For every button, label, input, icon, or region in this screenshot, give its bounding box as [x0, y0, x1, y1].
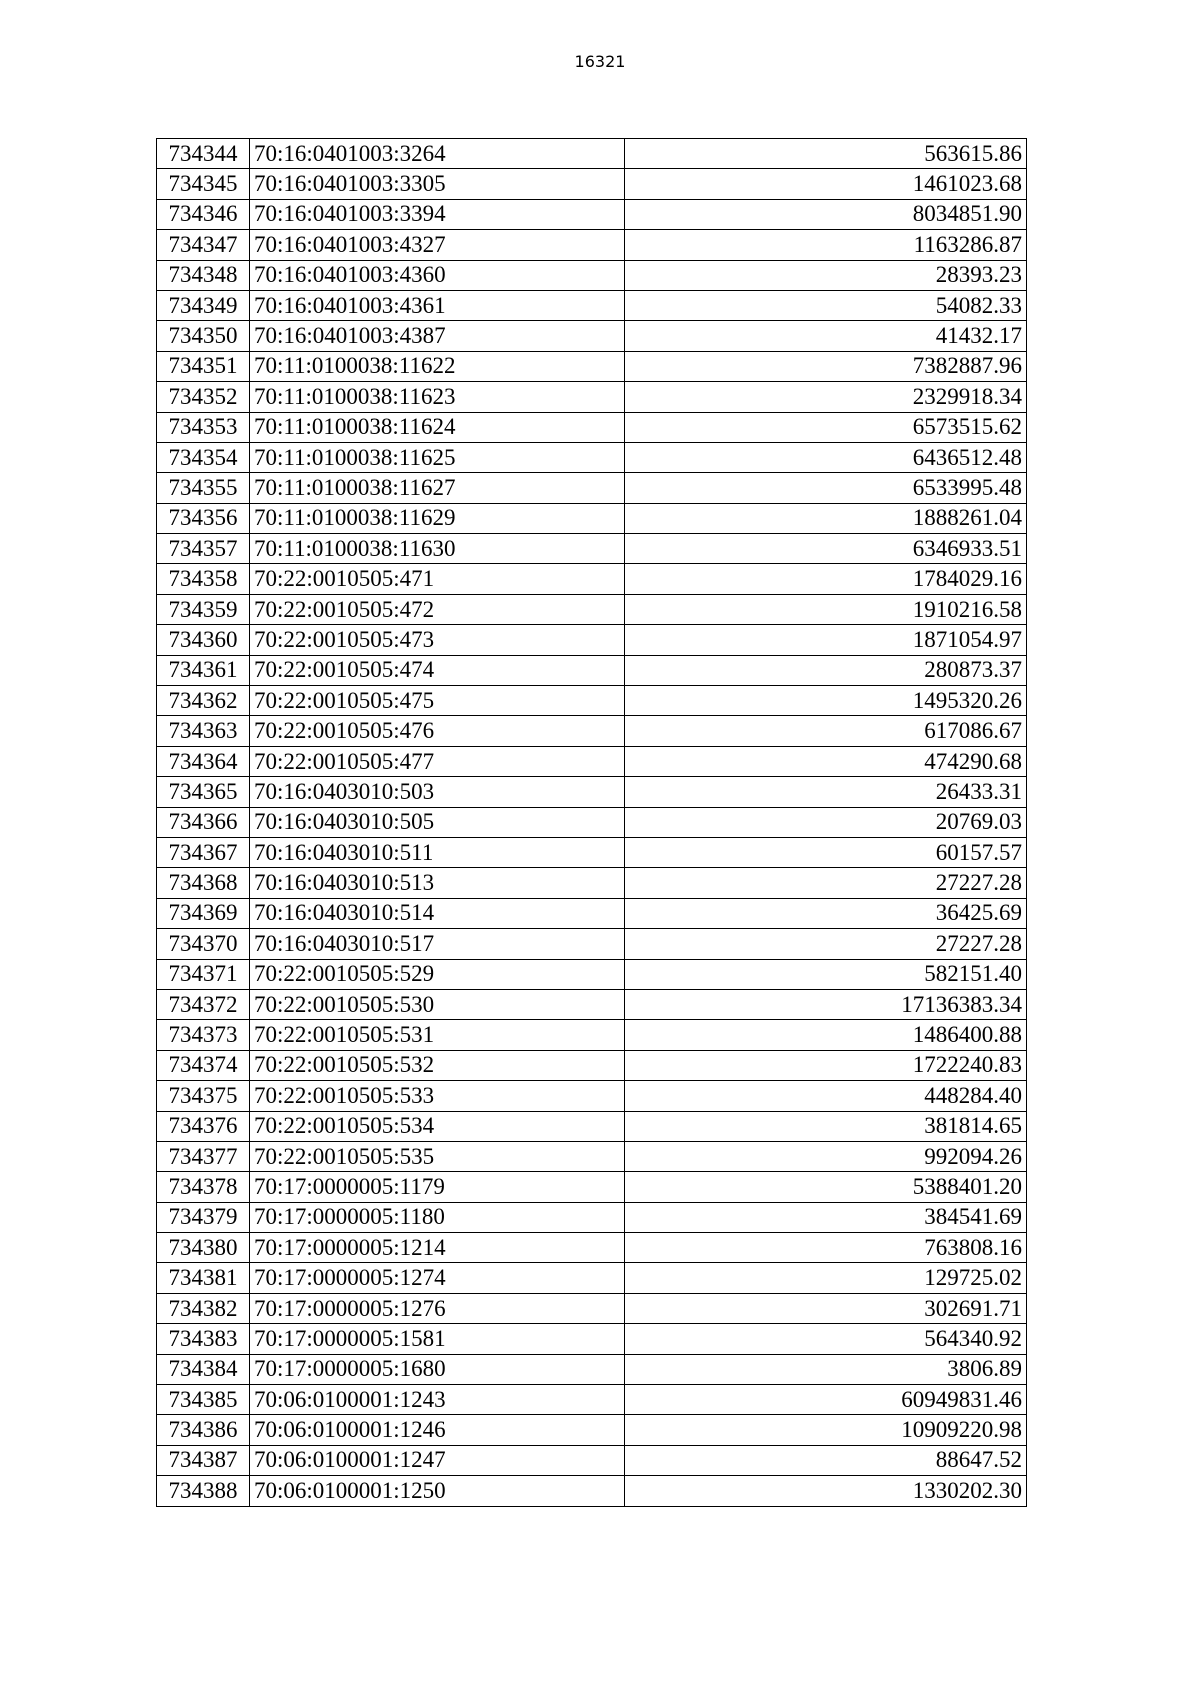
table-row [157, 1354, 1027, 1384]
row-number-cell: 734385 [157, 1385, 250, 1415]
cadastral-number-cell: 70:16:0401003:4361 [250, 290, 625, 320]
table-row [157, 1050, 1027, 1080]
cadastral-value-cell: 1461023.68 [625, 169, 1027, 199]
table-row [157, 1172, 1027, 1202]
row-number-cell: 734360 [157, 625, 250, 655]
cadastral-number-cell: 70:22:0010505:472 [250, 594, 625, 624]
cadastral-number-cell: 70:22:0010505:474 [250, 655, 625, 685]
cadastral-number-cell: 70:16:0403010:514 [250, 898, 625, 928]
cadastral-number-cell: 70:11:0100038:11624 [250, 412, 625, 442]
cadastral-number-cell: 70:22:0010505:533 [250, 1081, 625, 1111]
cadastral-value-cell: 6436512.48 [625, 442, 1027, 472]
table-row [157, 1415, 1027, 1445]
cadastral-value-cell: 381814.65 [625, 1111, 1027, 1141]
table-row [157, 382, 1027, 412]
cadastral-value-cell: 20769.03 [625, 807, 1027, 837]
table-row [157, 746, 1027, 776]
cadastral-value-cell: 28393.23 [625, 260, 1027, 290]
cadastral-number-cell: 70:22:0010505:475 [250, 686, 625, 716]
table-row [157, 716, 1027, 746]
table-row [157, 199, 1027, 229]
cadastral-value-cell: 129725.02 [625, 1263, 1027, 1293]
row-number-cell: 734359 [157, 594, 250, 624]
cadastral-value-cell: 3806.89 [625, 1354, 1027, 1384]
row-number-cell: 734383 [157, 1324, 250, 1354]
table-row [157, 412, 1027, 442]
table-row [157, 1081, 1027, 1111]
table-row [157, 898, 1027, 928]
table-row [157, 625, 1027, 655]
row-number-cell: 734378 [157, 1172, 250, 1202]
table-row [157, 777, 1027, 807]
cadastral-value-cell: 617086.67 [625, 716, 1027, 746]
table-row [157, 260, 1027, 290]
cadastral-value-cell: 36425.69 [625, 898, 1027, 928]
table-row [157, 1476, 1027, 1506]
cadastral-value-cell: 1784029.16 [625, 564, 1027, 594]
table-row [157, 929, 1027, 959]
row-number-cell: 734358 [157, 564, 250, 594]
row-number-cell: 734345 [157, 169, 250, 199]
cadastral-number-cell: 70:22:0010505:476 [250, 716, 625, 746]
table-row [157, 1445, 1027, 1475]
row-number-cell: 734372 [157, 989, 250, 1019]
table-body [157, 139, 1027, 1507]
row-number-cell: 734382 [157, 1293, 250, 1323]
cadastral-value-cell: 26433.31 [625, 777, 1027, 807]
table-row [157, 473, 1027, 503]
cadastral-number-cell: 70:17:0000005:1581 [250, 1324, 625, 1354]
table-row [157, 290, 1027, 320]
page-number: 16321 [574, 52, 626, 71]
cadastral-value-cell: 384541.69 [625, 1202, 1027, 1232]
cadastral-number-cell: 70:17:0000005:1179 [250, 1172, 625, 1202]
row-number-cell: 734381 [157, 1263, 250, 1293]
cadastral-value-cell: 563615.86 [625, 139, 1027, 169]
cadastral-number-cell: 70:22:0010505:535 [250, 1141, 625, 1171]
cadastral-value-cell: 2329918.34 [625, 382, 1027, 412]
cadastral-value-cell: 60949831.46 [625, 1385, 1027, 1415]
cadastral-number-cell: 70:22:0010505:532 [250, 1050, 625, 1080]
cadastral-value-cell: 41432.17 [625, 321, 1027, 351]
cadastral-value-cell: 1722240.83 [625, 1050, 1027, 1080]
row-number-cell: 734377 [157, 1141, 250, 1171]
row-number-cell: 734367 [157, 837, 250, 867]
cadastral-value-cell: 8034851.90 [625, 199, 1027, 229]
table-row [157, 1324, 1027, 1354]
row-number-cell: 734376 [157, 1111, 250, 1141]
cadastral-value-cell: 27227.28 [625, 929, 1027, 959]
table-row [157, 1141, 1027, 1171]
table-row [157, 1385, 1027, 1415]
row-number-cell: 734380 [157, 1233, 250, 1263]
table-row [157, 1233, 1027, 1263]
row-number-cell: 734364 [157, 746, 250, 776]
cadastral-value-cell: 582151.40 [625, 959, 1027, 989]
row-number-cell: 734373 [157, 1020, 250, 1050]
cadastral-number-cell: 70:16:0403010:511 [250, 837, 625, 867]
cadastral-value-cell: 7382887.96 [625, 351, 1027, 381]
table-row [157, 442, 1027, 472]
cadastral-number-cell: 70:22:0010505:473 [250, 625, 625, 655]
cadastral-value-cell: 302691.71 [625, 1293, 1027, 1323]
row-number-cell: 734387 [157, 1445, 250, 1475]
cadastral-value-cell: 564340.92 [625, 1324, 1027, 1354]
cadastral-number-cell: 70:11:0100038:11625 [250, 442, 625, 472]
cadastral-value-cell: 5388401.20 [625, 1172, 1027, 1202]
table-row [157, 959, 1027, 989]
table-row [157, 1263, 1027, 1293]
cadastral-number-cell: 70:16:0403010:505 [250, 807, 625, 837]
row-number-cell: 734353 [157, 412, 250, 442]
cadastral-value-cell: 6533995.48 [625, 473, 1027, 503]
cadastral-number-cell: 70:11:0100038:11622 [250, 351, 625, 381]
cadastral-value-cell: 27227.28 [625, 868, 1027, 898]
cadastral-number-cell: 70:11:0100038:11630 [250, 534, 625, 564]
table-row [157, 1202, 1027, 1232]
row-number-cell: 734366 [157, 807, 250, 837]
row-number-cell: 734379 [157, 1202, 250, 1232]
row-number-cell: 734362 [157, 686, 250, 716]
cadastral-number-cell: 70:16:0401003:4387 [250, 321, 625, 351]
row-number-cell: 734361 [157, 655, 250, 685]
cadastral-number-cell: 70:17:0000005:1680 [250, 1354, 625, 1384]
row-number-cell: 734354 [157, 442, 250, 472]
row-number-cell: 734347 [157, 230, 250, 260]
row-number-cell: 734386 [157, 1415, 250, 1445]
table-row [157, 564, 1027, 594]
table-row [157, 868, 1027, 898]
cadastral-number-cell: 70:16:0401003:4327 [250, 230, 625, 260]
cadastral-number-cell: 70:11:0100038:11623 [250, 382, 625, 412]
cadastral-number-cell: 70:16:0403010:517 [250, 929, 625, 959]
cadastral-value-cell: 763808.16 [625, 1233, 1027, 1263]
table-row [157, 989, 1027, 1019]
cadastral-value-cell: 10909220.98 [625, 1415, 1027, 1445]
cadastral-number-cell: 70:06:0100001:1250 [250, 1476, 625, 1506]
cadastral-number-cell: 70:06:0100001:1246 [250, 1415, 625, 1445]
cadastral-number-cell: 70:16:0401003:3264 [250, 139, 625, 169]
row-number-cell: 734355 [157, 473, 250, 503]
cadastral-number-cell: 70:16:0401003:4360 [250, 260, 625, 290]
cadastral-number-cell: 70:22:0010505:530 [250, 989, 625, 1019]
row-number-cell: 734368 [157, 868, 250, 898]
table-row [157, 321, 1027, 351]
row-number-cell: 734370 [157, 929, 250, 959]
row-number-cell: 734352 [157, 382, 250, 412]
cadastral-number-cell: 70:11:0100038:11627 [250, 473, 625, 503]
table-row [157, 351, 1027, 381]
row-number-cell: 734371 [157, 959, 250, 989]
row-number-cell: 734384 [157, 1354, 250, 1384]
cadastral-value-cell: 474290.68 [625, 746, 1027, 776]
row-number-cell: 734351 [157, 351, 250, 381]
row-number-cell: 734348 [157, 260, 250, 290]
cadastral-value-cell: 992094.26 [625, 1141, 1027, 1171]
table-row [157, 807, 1027, 837]
cadastral-value-cell: 1888261.04 [625, 503, 1027, 533]
cadastral-value-cell: 448284.40 [625, 1081, 1027, 1111]
row-number-cell: 734357 [157, 534, 250, 564]
cadastral-value-table [156, 138, 1027, 1507]
row-number-cell: 734388 [157, 1476, 250, 1506]
table-row [157, 686, 1027, 716]
row-number-cell: 734349 [157, 290, 250, 320]
row-number-cell: 734346 [157, 199, 250, 229]
cadastral-value-cell: 1871054.97 [625, 625, 1027, 655]
cadastral-value-cell: 1330202.30 [625, 1476, 1027, 1506]
cadastral-number-cell: 70:22:0010505:471 [250, 564, 625, 594]
cadastral-number-cell: 70:17:0000005:1274 [250, 1263, 625, 1293]
cadastral-value-cell: 6346933.51 [625, 534, 1027, 564]
cadastral-number-cell: 70:16:0403010:513 [250, 868, 625, 898]
table-row [157, 1293, 1027, 1323]
cadastral-value-cell: 17136383.34 [625, 989, 1027, 1019]
cadastral-number-cell: 70:16:0401003:3305 [250, 169, 625, 199]
table-row [157, 655, 1027, 685]
cadastral-value-cell: 54082.33 [625, 290, 1027, 320]
table-row [157, 139, 1027, 169]
table-row [157, 594, 1027, 624]
table-row [157, 534, 1027, 564]
cadastral-number-cell: 70:16:0401003:3394 [250, 199, 625, 229]
cadastral-value-cell: 60157.57 [625, 837, 1027, 867]
row-number-cell: 734374 [157, 1050, 250, 1080]
row-number-cell: 734375 [157, 1081, 250, 1111]
row-number-cell: 734356 [157, 503, 250, 533]
cadastral-number-cell: 70:22:0010505:477 [250, 746, 625, 776]
cadastral-number-cell: 70:17:0000005:1214 [250, 1233, 625, 1263]
cadastral-value-cell: 1486400.88 [625, 1020, 1027, 1050]
table-row [157, 169, 1027, 199]
cadastral-value-cell: 1163286.87 [625, 230, 1027, 260]
cadastral-value-cell: 88647.52 [625, 1445, 1027, 1475]
table-row [157, 1020, 1027, 1050]
cadastral-number-cell: 70:22:0010505:534 [250, 1111, 625, 1141]
table-row [157, 837, 1027, 867]
table-row [157, 503, 1027, 533]
cadastral-number-cell: 70:06:0100001:1247 [250, 1445, 625, 1475]
cadastral-number-cell: 70:11:0100038:11629 [250, 503, 625, 533]
cadastral-value-cell: 280873.37 [625, 655, 1027, 685]
cadastral-number-cell: 70:06:0100001:1243 [250, 1385, 625, 1415]
cadastral-number-cell: 70:17:0000005:1276 [250, 1293, 625, 1323]
row-number-cell: 734363 [157, 716, 250, 746]
cadastral-number-cell: 70:17:0000005:1180 [250, 1202, 625, 1232]
row-number-cell: 734369 [157, 898, 250, 928]
row-number-cell: 734344 [157, 139, 250, 169]
table-row [157, 230, 1027, 260]
row-number-cell: 734350 [157, 321, 250, 351]
table-row [157, 1111, 1027, 1141]
cadastral-number-cell: 70:22:0010505:529 [250, 959, 625, 989]
cadastral-number-cell: 70:22:0010505:531 [250, 1020, 625, 1050]
cadastral-value-cell: 6573515.62 [625, 412, 1027, 442]
cadastral-value-cell: 1910216.58 [625, 594, 1027, 624]
row-number-cell: 734365 [157, 777, 250, 807]
cadastral-value-cell: 1495320.26 [625, 686, 1027, 716]
cadastral-number-cell: 70:16:0403010:503 [250, 777, 625, 807]
